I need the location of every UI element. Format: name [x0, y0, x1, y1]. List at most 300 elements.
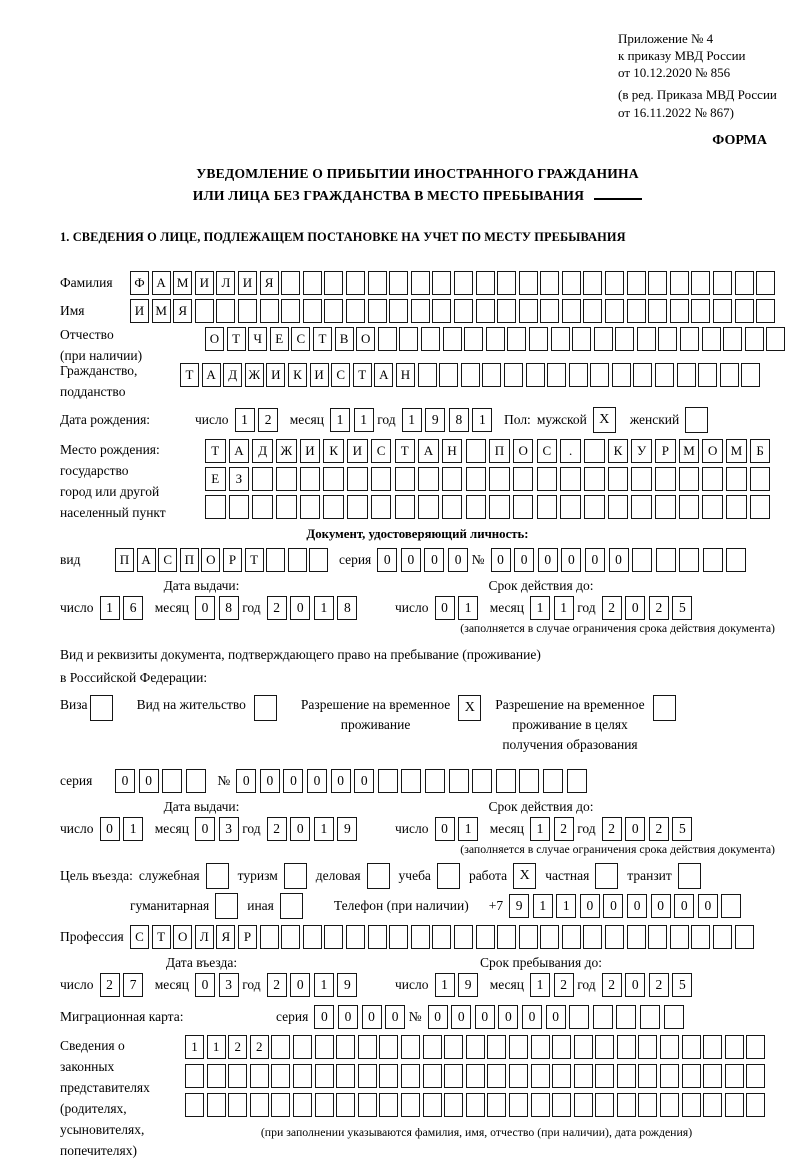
char-cell[interactable]: [574, 1035, 593, 1059]
char-cell[interactable]: 1: [235, 408, 255, 432]
char-cell[interactable]: [418, 363, 437, 387]
char-cell[interactable]: 0: [435, 817, 455, 841]
char-cell[interactable]: [726, 548, 746, 572]
char-cell[interactable]: [648, 299, 667, 323]
char-cell[interactable]: [638, 1064, 657, 1088]
char-cell[interactable]: [583, 925, 602, 949]
char-cell[interactable]: [612, 363, 631, 387]
char-cell[interactable]: П: [115, 548, 134, 572]
char-cell[interactable]: [371, 467, 392, 491]
char-cell[interactable]: [389, 925, 408, 949]
char-cell[interactable]: 2: [602, 973, 622, 997]
char-cell[interactable]: [670, 299, 689, 323]
purpose-work-checkbox[interactable]: X: [513, 863, 536, 889]
char-cell[interactable]: С: [130, 925, 149, 949]
char-cell[interactable]: 1: [314, 817, 334, 841]
char-cell[interactable]: [725, 1064, 744, 1088]
char-cell[interactable]: [324, 925, 343, 949]
char-cell[interactable]: [229, 495, 250, 519]
char-cell[interactable]: .: [560, 439, 581, 463]
char-cell[interactable]: [677, 363, 696, 387]
char-cell[interactable]: 2: [100, 973, 120, 997]
char-cell[interactable]: И: [130, 299, 149, 323]
char-cell[interactable]: С: [291, 327, 310, 351]
char-cell[interactable]: [726, 495, 747, 519]
char-cell[interactable]: 2: [258, 408, 278, 432]
char-cell[interactable]: 0: [385, 1005, 405, 1029]
purpose-other-checkbox[interactable]: [280, 893, 303, 919]
char-cell[interactable]: [476, 299, 495, 323]
char-cell[interactable]: [395, 467, 416, 491]
char-cell[interactable]: А: [202, 363, 221, 387]
char-cell[interactable]: [399, 327, 418, 351]
char-cell[interactable]: [617, 1035, 636, 1059]
char-cell[interactable]: О: [702, 439, 723, 463]
char-cell[interactable]: [574, 1064, 593, 1088]
char-cell[interactable]: 0: [627, 894, 647, 918]
char-cell[interactable]: [389, 271, 408, 295]
char-cell[interactable]: С: [158, 548, 177, 572]
char-cell[interactable]: [569, 363, 588, 387]
char-cell[interactable]: [617, 1064, 636, 1088]
char-cell[interactable]: 1: [472, 408, 492, 432]
char-cell[interactable]: [670, 271, 689, 295]
char-cell[interactable]: 9: [509, 894, 529, 918]
char-cell[interactable]: [720, 363, 739, 387]
sex-female-checkbox[interactable]: [685, 407, 708, 433]
char-cell[interactable]: [519, 769, 539, 793]
char-cell[interactable]: [252, 467, 273, 491]
char-cell[interactable]: [368, 299, 387, 323]
char-cell[interactable]: [401, 1035, 420, 1059]
char-cell[interactable]: 0: [498, 1005, 518, 1029]
char-cell[interactable]: 2: [649, 596, 669, 620]
char-cell[interactable]: [271, 1035, 290, 1059]
char-cell[interactable]: [745, 327, 764, 351]
char-cell[interactable]: О: [513, 439, 534, 463]
char-cell[interactable]: [605, 271, 624, 295]
char-cell[interactable]: [486, 327, 505, 351]
char-cell[interactable]: [444, 1035, 463, 1059]
char-cell[interactable]: [567, 769, 587, 793]
char-cell[interactable]: [540, 925, 559, 949]
char-cell[interactable]: [323, 495, 344, 519]
char-cell[interactable]: [562, 925, 581, 949]
char-cell[interactable]: [288, 548, 307, 572]
char-cell[interactable]: Я: [216, 925, 235, 949]
char-cell[interactable]: [595, 1035, 614, 1059]
char-cell[interactable]: [766, 327, 785, 351]
char-cell[interactable]: [358, 1035, 377, 1059]
char-cell[interactable]: [271, 1064, 290, 1088]
char-cell[interactable]: 0: [314, 1005, 334, 1029]
char-cell[interactable]: З: [229, 467, 250, 491]
char-cell[interactable]: [423, 1035, 442, 1059]
char-cell[interactable]: М: [152, 299, 171, 323]
char-cell[interactable]: [660, 1093, 679, 1117]
char-cell[interactable]: [444, 1064, 463, 1088]
char-cell[interactable]: [509, 1093, 528, 1117]
char-cell[interactable]: [756, 271, 775, 295]
char-cell[interactable]: [631, 495, 652, 519]
char-cell[interactable]: [583, 271, 602, 295]
char-cell[interactable]: [487, 1064, 506, 1088]
char-cell[interactable]: [300, 467, 321, 491]
char-cell[interactable]: [526, 363, 545, 387]
char-cell[interactable]: [552, 1093, 571, 1117]
char-cell[interactable]: [721, 894, 741, 918]
char-cell[interactable]: И: [347, 439, 368, 463]
char-cell[interactable]: [679, 548, 699, 572]
char-cell[interactable]: [519, 299, 538, 323]
char-cell[interactable]: [702, 467, 723, 491]
char-cell[interactable]: [703, 1035, 722, 1059]
char-cell[interactable]: Б: [750, 439, 771, 463]
char-cell[interactable]: [551, 327, 570, 351]
char-cell[interactable]: 0: [290, 973, 310, 997]
char-cell[interactable]: [401, 1093, 420, 1117]
char-cell[interactable]: 0: [698, 894, 718, 918]
char-cell[interactable]: [670, 925, 689, 949]
char-cell[interactable]: [584, 439, 605, 463]
char-cell[interactable]: 6: [123, 596, 143, 620]
purpose-private-checkbox[interactable]: [595, 863, 618, 889]
char-cell[interactable]: [347, 495, 368, 519]
char-cell[interactable]: [281, 299, 300, 323]
char-cell[interactable]: 1: [458, 817, 478, 841]
char-cell[interactable]: [660, 1064, 679, 1088]
char-cell[interactable]: [418, 495, 439, 519]
char-cell[interactable]: Т: [245, 548, 264, 572]
char-cell[interactable]: [616, 1005, 636, 1029]
char-cell[interactable]: [640, 1005, 660, 1029]
char-cell[interactable]: [411, 271, 430, 295]
char-cell[interactable]: [703, 1093, 722, 1117]
char-cell[interactable]: [552, 1064, 571, 1088]
char-cell[interactable]: [432, 299, 451, 323]
char-cell[interactable]: [454, 271, 473, 295]
char-cell[interactable]: [276, 495, 297, 519]
char-cell[interactable]: Т: [353, 363, 372, 387]
char-cell[interactable]: 0: [546, 1005, 566, 1029]
char-cell[interactable]: [421, 327, 440, 351]
char-cell[interactable]: И: [238, 271, 257, 295]
char-cell[interactable]: К: [288, 363, 307, 387]
char-cell[interactable]: К: [608, 439, 629, 463]
char-cell[interactable]: [655, 495, 676, 519]
char-cell[interactable]: К: [323, 439, 344, 463]
char-cell[interactable]: 0: [428, 1005, 448, 1029]
char-cell[interactable]: [346, 925, 365, 949]
char-cell[interactable]: Т: [205, 439, 226, 463]
char-cell[interactable]: П: [489, 439, 510, 463]
char-cell[interactable]: [519, 925, 538, 949]
char-cell[interactable]: [216, 299, 235, 323]
char-cell[interactable]: [205, 495, 226, 519]
char-cell[interactable]: [266, 548, 285, 572]
char-cell[interactable]: [336, 1064, 355, 1088]
char-cell[interactable]: [324, 299, 343, 323]
char-cell[interactable]: [303, 271, 322, 295]
char-cell[interactable]: 0: [100, 817, 120, 841]
char-cell[interactable]: [572, 327, 591, 351]
char-cell[interactable]: [432, 925, 451, 949]
char-cell[interactable]: [682, 1035, 701, 1059]
char-cell[interactable]: М: [679, 439, 700, 463]
char-cell[interactable]: [637, 327, 656, 351]
char-cell[interactable]: [207, 1093, 226, 1117]
char-cell[interactable]: [300, 495, 321, 519]
purpose-tourism-checkbox[interactable]: [284, 863, 307, 889]
char-cell[interactable]: [631, 467, 652, 491]
char-cell[interactable]: Л: [195, 925, 214, 949]
char-cell[interactable]: [627, 271, 646, 295]
char-cell[interactable]: [315, 1064, 334, 1088]
char-cell[interactable]: [303, 299, 322, 323]
char-cell[interactable]: [679, 467, 700, 491]
char-cell[interactable]: [346, 271, 365, 295]
char-cell[interactable]: [443, 327, 462, 351]
char-cell[interactable]: [735, 299, 754, 323]
char-cell[interactable]: [293, 1064, 312, 1088]
char-cell[interactable]: [593, 1005, 613, 1029]
char-cell[interactable]: [260, 925, 279, 949]
char-cell[interactable]: 8: [219, 596, 239, 620]
char-cell[interactable]: 1: [530, 973, 550, 997]
char-cell[interactable]: [379, 1064, 398, 1088]
char-cell[interactable]: Т: [313, 327, 332, 351]
char-cell[interactable]: 0: [139, 769, 159, 793]
char-cell[interactable]: 0: [603, 894, 623, 918]
char-cell[interactable]: 2: [267, 817, 287, 841]
char-cell[interactable]: [472, 769, 492, 793]
char-cell[interactable]: 0: [491, 548, 511, 572]
char-cell[interactable]: [496, 769, 516, 793]
char-cell[interactable]: 0: [514, 548, 534, 572]
char-cell[interactable]: 0: [580, 894, 600, 918]
char-cell[interactable]: А: [229, 439, 250, 463]
char-cell[interactable]: [680, 327, 699, 351]
char-cell[interactable]: [746, 1093, 765, 1117]
char-cell[interactable]: [228, 1093, 247, 1117]
char-cell[interactable]: Я: [260, 271, 279, 295]
char-cell[interactable]: [461, 363, 480, 387]
char-cell[interactable]: [466, 495, 487, 519]
char-cell[interactable]: 3: [219, 817, 239, 841]
char-cell[interactable]: С: [537, 439, 558, 463]
char-cell[interactable]: 1: [458, 596, 478, 620]
char-cell[interactable]: [513, 467, 534, 491]
char-cell[interactable]: [315, 1035, 334, 1059]
char-cell[interactable]: [378, 769, 398, 793]
char-cell[interactable]: 0: [625, 596, 645, 620]
char-cell[interactable]: [250, 1064, 269, 1088]
char-cell[interactable]: Р: [655, 439, 676, 463]
char-cell[interactable]: [401, 1064, 420, 1088]
char-cell[interactable]: Т: [180, 363, 199, 387]
char-cell[interactable]: [336, 1093, 355, 1117]
char-cell[interactable]: А: [374, 363, 393, 387]
char-cell[interactable]: 1: [435, 973, 455, 997]
char-cell[interactable]: 9: [458, 973, 478, 997]
char-cell[interactable]: [454, 925, 473, 949]
visa-checkbox[interactable]: [90, 695, 113, 721]
char-cell[interactable]: [250, 1093, 269, 1117]
char-cell[interactable]: [346, 299, 365, 323]
char-cell[interactable]: [574, 1093, 593, 1117]
char-cell[interactable]: И: [266, 363, 285, 387]
char-cell[interactable]: [487, 1035, 506, 1059]
char-cell[interactable]: 1: [314, 596, 334, 620]
char-cell[interactable]: [466, 1035, 485, 1059]
char-cell[interactable]: 2: [554, 973, 574, 997]
char-cell[interactable]: [276, 467, 297, 491]
char-cell[interactable]: [590, 363, 609, 387]
char-cell[interactable]: [513, 495, 534, 519]
char-cell[interactable]: [464, 327, 483, 351]
purpose-transit-checkbox[interactable]: [678, 863, 701, 889]
char-cell[interactable]: [638, 1035, 657, 1059]
char-cell[interactable]: [449, 769, 469, 793]
char-cell[interactable]: 5: [672, 817, 692, 841]
char-cell[interactable]: [746, 1035, 765, 1059]
char-cell[interactable]: Ж: [276, 439, 297, 463]
char-cell[interactable]: [725, 1093, 744, 1117]
char-cell[interactable]: С: [371, 439, 392, 463]
char-cell[interactable]: 2: [267, 596, 287, 620]
char-cell[interactable]: [750, 495, 771, 519]
char-cell[interactable]: [423, 1093, 442, 1117]
char-cell[interactable]: [691, 925, 710, 949]
char-cell[interactable]: 2: [228, 1035, 247, 1059]
char-cell[interactable]: [509, 1064, 528, 1088]
char-cell[interactable]: [633, 363, 652, 387]
char-cell[interactable]: [648, 925, 667, 949]
char-cell[interactable]: 1: [533, 894, 553, 918]
char-cell[interactable]: [476, 925, 495, 949]
char-cell[interactable]: [519, 271, 538, 295]
char-cell[interactable]: [442, 495, 463, 519]
char-cell[interactable]: [529, 327, 548, 351]
char-cell[interactable]: 0: [424, 548, 444, 572]
char-cell[interactable]: [466, 1093, 485, 1117]
char-cell[interactable]: [358, 1064, 377, 1088]
char-cell[interactable]: [540, 271, 559, 295]
char-cell[interactable]: О: [205, 327, 224, 351]
char-cell[interactable]: [750, 467, 771, 491]
purpose-commercial-checkbox[interactable]: [367, 863, 390, 889]
char-cell[interactable]: [560, 495, 581, 519]
purpose-business-checkbox[interactable]: [206, 863, 229, 889]
char-cell[interactable]: [632, 548, 652, 572]
char-cell[interactable]: [497, 925, 516, 949]
char-cell[interactable]: [703, 548, 723, 572]
char-cell[interactable]: [594, 327, 613, 351]
char-cell[interactable]: [615, 327, 634, 351]
char-cell[interactable]: Т: [152, 925, 171, 949]
char-cell[interactable]: [746, 1064, 765, 1088]
char-cell[interactable]: [608, 467, 629, 491]
char-cell[interactable]: [656, 548, 676, 572]
char-cell[interactable]: 7: [123, 973, 143, 997]
char-cell[interactable]: Д: [252, 439, 273, 463]
char-cell[interactable]: [560, 467, 581, 491]
char-cell[interactable]: [347, 467, 368, 491]
char-cell[interactable]: [648, 271, 667, 295]
char-cell[interactable]: 9: [337, 817, 357, 841]
temp-permit-checkbox[interactable]: X: [458, 695, 481, 721]
char-cell[interactable]: [315, 1093, 334, 1117]
char-cell[interactable]: [487, 1093, 506, 1117]
char-cell[interactable]: [303, 925, 322, 949]
char-cell[interactable]: [293, 1093, 312, 1117]
char-cell[interactable]: 2: [649, 973, 669, 997]
char-cell[interactable]: 1: [530, 817, 550, 841]
char-cell[interactable]: 9: [425, 408, 445, 432]
char-cell[interactable]: [723, 327, 742, 351]
char-cell[interactable]: Ф: [130, 271, 149, 295]
char-cell[interactable]: Н: [442, 439, 463, 463]
char-cell[interactable]: [531, 1093, 550, 1117]
char-cell[interactable]: [531, 1035, 550, 1059]
char-cell[interactable]: [162, 769, 182, 793]
char-cell[interactable]: [260, 299, 279, 323]
char-cell[interactable]: [702, 327, 721, 351]
char-cell[interactable]: Е: [205, 467, 226, 491]
char-cell[interactable]: [584, 467, 605, 491]
char-cell[interactable]: 1: [530, 596, 550, 620]
char-cell[interactable]: 0: [377, 548, 397, 572]
char-cell[interactable]: [497, 271, 516, 295]
char-cell[interactable]: 0: [283, 769, 303, 793]
char-cell[interactable]: [627, 925, 646, 949]
purpose-study-checkbox[interactable]: [437, 863, 460, 889]
char-cell[interactable]: 1: [314, 973, 334, 997]
char-cell[interactable]: [324, 271, 343, 295]
char-cell[interactable]: [583, 299, 602, 323]
char-cell[interactable]: [741, 363, 760, 387]
char-cell[interactable]: О: [173, 925, 192, 949]
char-cell[interactable]: 0: [451, 1005, 471, 1029]
char-cell[interactable]: [207, 1064, 226, 1088]
char-cell[interactable]: [379, 1093, 398, 1117]
char-cell[interactable]: [432, 271, 451, 295]
char-cell[interactable]: [507, 327, 526, 351]
char-cell[interactable]: 0: [307, 769, 327, 793]
char-cell[interactable]: 5: [672, 973, 692, 997]
char-cell[interactable]: [627, 299, 646, 323]
char-cell[interactable]: [395, 495, 416, 519]
char-cell[interactable]: 9: [337, 973, 357, 997]
char-cell[interactable]: О: [201, 548, 220, 572]
char-cell[interactable]: [238, 299, 257, 323]
char-cell[interactable]: 2: [649, 817, 669, 841]
char-cell[interactable]: [186, 769, 206, 793]
char-cell[interactable]: [756, 299, 775, 323]
char-cell[interactable]: [735, 271, 754, 295]
char-cell[interactable]: Р: [238, 925, 257, 949]
char-cell[interactable]: 1: [354, 408, 374, 432]
char-cell[interactable]: 0: [115, 769, 135, 793]
char-cell[interactable]: [271, 1093, 290, 1117]
char-cell[interactable]: Ч: [248, 327, 267, 351]
sex-male-checkbox[interactable]: X: [593, 407, 616, 433]
char-cell[interactable]: Я: [173, 299, 192, 323]
char-cell[interactable]: [401, 769, 421, 793]
char-cell[interactable]: [698, 363, 717, 387]
char-cell[interactable]: [543, 769, 563, 793]
char-cell[interactable]: [489, 467, 510, 491]
